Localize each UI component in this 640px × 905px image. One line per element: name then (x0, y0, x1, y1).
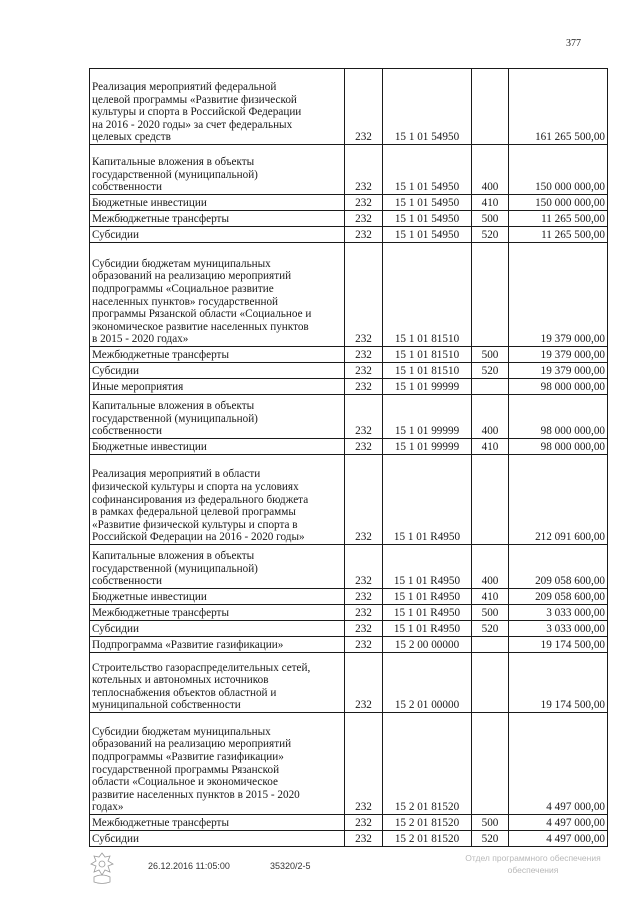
table-row (90, 713, 608, 815)
stamp-line-1: Отдел программного обеспечения (465, 853, 601, 863)
table-row (90, 69, 608, 145)
row-name: Субсидии бюджетам муниципальных образований на реализацию мероприятий подпрограммы «Развитие газификации» государственной программы Рязанской области «Социальное и экономическое развитие населенных пунктов в 2015 - 2020 годах» (90, 713, 345, 815)
budget-table (89, 68, 608, 847)
row-expense-type (472, 455, 509, 545)
table-row (90, 589, 608, 605)
row-expense-type (472, 713, 509, 815)
row-code: 232 (345, 347, 383, 363)
row-code: 232 (345, 211, 383, 227)
row-expense-type (472, 69, 509, 145)
row-expense-type (472, 379, 509, 395)
table-row (90, 379, 608, 395)
table-row (90, 347, 608, 363)
row-amount: 98 000 000,00 (509, 395, 608, 439)
footer-doc-code: 35320/2-5 (270, 861, 311, 871)
row-expense-type: 500 (472, 347, 509, 363)
coat-of-arms-icon (88, 851, 116, 885)
row-name: Бюджетные инвестиции (90, 195, 345, 211)
row-amount: 19 379 000,00 (509, 363, 608, 379)
table-row (90, 211, 608, 227)
row-amount: 19 174 500,00 (509, 637, 608, 653)
row-name: Капитальные вложения в объекты государственной (муниципальной) собственности (90, 395, 345, 439)
row-classification: 15 2 01 81520 (383, 815, 472, 831)
row-code: 232 (345, 243, 383, 347)
row-code: 232 (345, 69, 383, 145)
row-name: Субсидии (90, 621, 345, 637)
row-code: 232 (345, 637, 383, 653)
row-expense-type: 520 (472, 621, 509, 637)
row-expense-type: 400 (472, 395, 509, 439)
row-amount: 209 058 600,00 (509, 589, 608, 605)
row-expense-type: 400 (472, 145, 509, 195)
row-name: Капитальные вложения в объекты государственной (муниципальной) собственности (90, 545, 345, 589)
row-expense-type: 500 (472, 815, 509, 831)
row-expense-type (472, 653, 509, 713)
row-name: Субсидии (90, 831, 345, 847)
row-classification: 15 1 01 R4950 (383, 621, 472, 637)
table-row (90, 815, 608, 831)
budget-table-body (90, 69, 608, 847)
department-stamp (448, 852, 618, 876)
row-amount: 212 091 600,00 (509, 455, 608, 545)
row-code: 232 (345, 545, 383, 589)
row-amount: 11 265 500,00 (509, 211, 608, 227)
row-name: Бюджетные инвестиции (90, 589, 345, 605)
table-row (90, 439, 608, 455)
row-name: Субсидии (90, 363, 345, 379)
row-expense-type: 400 (472, 545, 509, 589)
row-name: Реализация мероприятий в области физической культуры и спорта на условиях софинансирования из федерального бюджета в рамках федеральной целевой программы «Развитие физической культуры и спорта в Российской Федерации на 2016 - 2020 годы» (90, 455, 345, 545)
table-row (90, 195, 608, 211)
row-classification: 15 1 01 R4950 (383, 455, 472, 545)
footer-date: 26.12.2016 11:05:00 (148, 861, 230, 871)
row-amount: 19 379 000,00 (509, 347, 608, 363)
table-row (90, 621, 608, 637)
table-row (90, 227, 608, 243)
table-row (90, 145, 608, 195)
row-name: Строительство газораспределительных сетей, котельных и автономных источников теплоснабжения объектов областной и муниципальной собственности (90, 653, 345, 713)
row-amount: 150 000 000,00 (509, 145, 608, 195)
row-classification: 15 1 01 99999 (383, 395, 472, 439)
row-name: Подпрограмма «Развитие газификации» (90, 637, 345, 653)
row-expense-type (472, 243, 509, 347)
row-amount: 209 058 600,00 (509, 545, 608, 589)
row-code: 232 (345, 713, 383, 815)
row-code: 232 (345, 395, 383, 439)
row-amount: 161 265 500,00 (509, 69, 608, 145)
row-classification: 15 1 01 81510 (383, 243, 472, 347)
row-name: Субсидии (90, 227, 345, 243)
stamp-line-2: обеспечения (507, 865, 559, 875)
row-code: 232 (345, 195, 383, 211)
row-amount: 98 000 000,00 (509, 439, 608, 455)
row-expense-type: 410 (472, 439, 509, 455)
row-name: Субсидии бюджетам муниципальных образований на реализацию мероприятий подпрограммы «Социальное развитие населенных пунктов» государственной программы Рязанской области «Социальное и экономическое развитие населенных пунктов в 2015 - 2020 годах» (90, 243, 345, 347)
row-classification: 15 1 01 R4950 (383, 605, 472, 621)
row-classification: 15 2 01 81520 (383, 831, 472, 847)
row-classification: 15 1 01 99999 (383, 379, 472, 395)
row-expense-type: 410 (472, 195, 509, 211)
row-amount: 11 265 500,00 (509, 227, 608, 243)
row-amount: 19 379 000,00 (509, 243, 608, 347)
row-amount: 3 033 000,00 (509, 621, 608, 637)
row-classification: 15 1 01 81510 (383, 347, 472, 363)
row-expense-type: 520 (472, 363, 509, 379)
row-code: 232 (345, 439, 383, 455)
table-row (90, 545, 608, 589)
row-classification: 15 1 01 R4950 (383, 545, 472, 589)
row-amount: 3 033 000,00 (509, 605, 608, 621)
row-name: Межбюджетные трансферты (90, 815, 345, 831)
row-classification: 15 1 01 54950 (383, 227, 472, 243)
row-expense-type: 410 (472, 589, 509, 605)
page-number: 377 (566, 38, 581, 49)
row-classification: 15 1 01 99999 (383, 439, 472, 455)
row-name: Капитальные вложения в объекты государственной (муниципальной) собственности (90, 145, 345, 195)
row-code: 232 (345, 831, 383, 847)
row-code: 232 (345, 227, 383, 243)
row-name: Иные мероприятия (90, 379, 345, 395)
row-classification: 15 1 01 R4950 (383, 589, 472, 605)
table-row (90, 455, 608, 545)
row-classification: 15 2 01 00000 (383, 653, 472, 713)
row-expense-type: 500 (472, 211, 509, 227)
row-name: Бюджетные инвестиции (90, 439, 345, 455)
row-classification: 15 1 01 54950 (383, 195, 472, 211)
row-code: 232 (345, 621, 383, 637)
row-classification: 15 1 01 81510 (383, 363, 472, 379)
row-amount: 4 497 000,00 (509, 831, 608, 847)
row-code: 232 (345, 815, 383, 831)
row-classification: 15 2 01 81520 (383, 713, 472, 815)
row-code: 232 (345, 653, 383, 713)
table-row (90, 831, 608, 847)
table-row (90, 653, 608, 713)
table-row (90, 243, 608, 347)
row-name: Межбюджетные трансферты (90, 211, 345, 227)
row-code: 232 (345, 605, 383, 621)
row-classification: 15 2 00 00000 (383, 637, 472, 653)
table-row (90, 605, 608, 621)
row-expense-type (472, 637, 509, 653)
row-name: Межбюджетные трансферты (90, 347, 345, 363)
row-amount: 19 174 500,00 (509, 653, 608, 713)
row-name: Реализация мероприятий федеральной целевой программы «Развитие физической культуры и спорта в Российской Федерации на 2016 - 2020 годы» за счет федеральных целевых средств (90, 69, 345, 145)
table-row (90, 395, 608, 439)
row-code: 232 (345, 455, 383, 545)
row-code: 232 (345, 379, 383, 395)
row-classification: 15 1 01 54950 (383, 69, 472, 145)
row-code: 232 (345, 363, 383, 379)
table-row (90, 363, 608, 379)
row-classification: 15 1 01 54950 (383, 211, 472, 227)
row-expense-type: 500 (472, 605, 509, 621)
table-row (90, 637, 608, 653)
row-code: 232 (345, 589, 383, 605)
row-amount: 4 497 000,00 (509, 713, 608, 815)
row-code: 232 (345, 145, 383, 195)
row-amount: 4 497 000,00 (509, 815, 608, 831)
row-amount: 98 000 000,00 (509, 379, 608, 395)
row-expense-type: 520 (472, 227, 509, 243)
row-name: Межбюджетные трансферты (90, 605, 345, 621)
row-expense-type: 520 (472, 831, 509, 847)
row-amount: 150 000 000,00 (509, 195, 608, 211)
row-classification: 15 1 01 54950 (383, 145, 472, 195)
